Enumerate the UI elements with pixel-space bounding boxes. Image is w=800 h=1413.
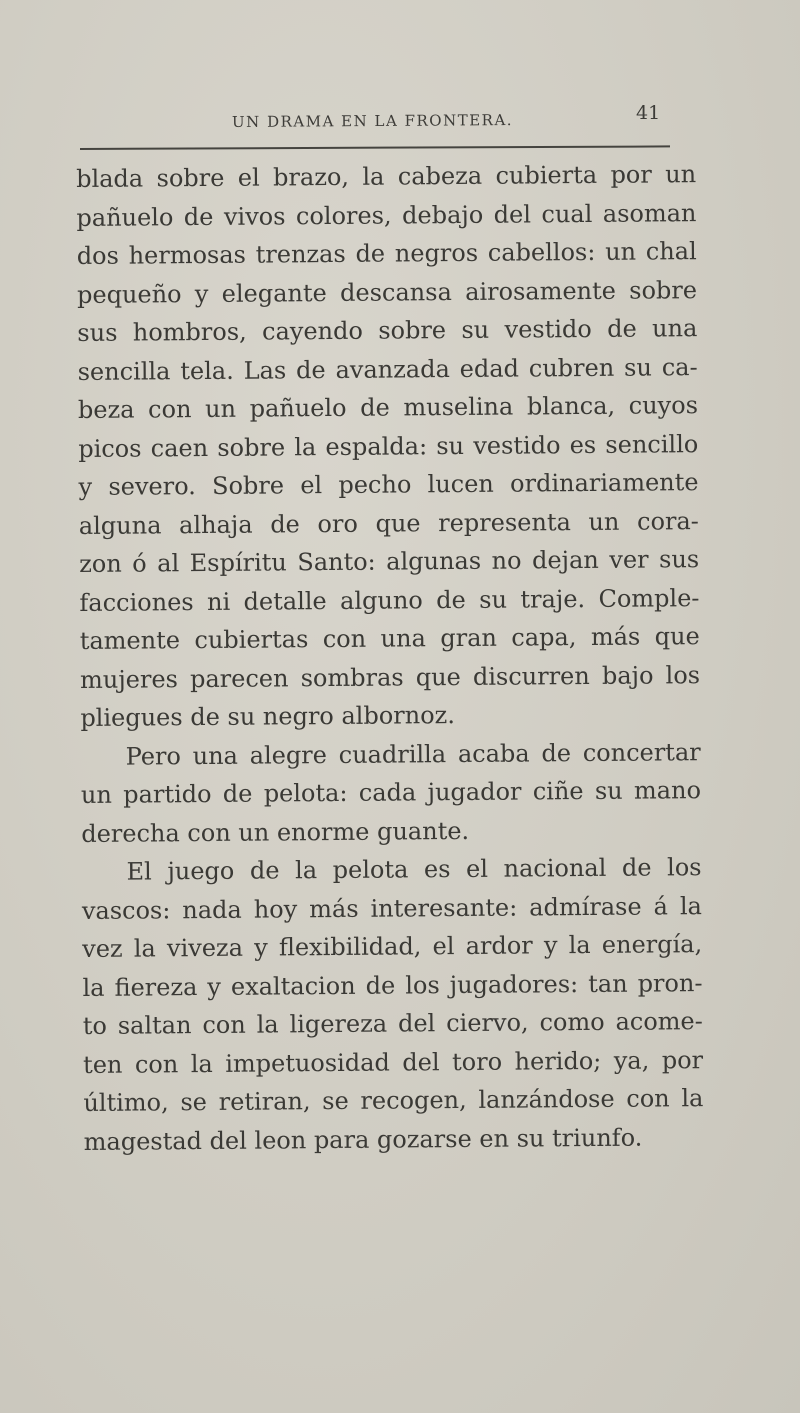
- text-line: vez la viveza y flexibilidad, el ardor y la energía,: [82, 930, 703, 963]
- text-line: beza con un pañuelo de muselina blanca, cuyos: [77, 391, 699, 424]
- text-line: magestad del leon para gozarse en su triunfo.: [83, 1123, 643, 1156]
- text-line: sus hombros, cayendo sobre su vestido de una: [77, 314, 698, 347]
- text-line: pañuelo de vivos colores, debajo del cual asoman: [76, 198, 697, 232]
- paragraph: [81, 848, 703, 1161]
- text-line: Pero una alegre cuadrilla acaba de concertar: [125, 737, 701, 771]
- text-line: alguna alhaja de oro que representa un cora-: [78, 506, 699, 540]
- text-line: tamente cubiertas con una gran capa, más que: [79, 622, 700, 655]
- text-line: picos caen sobre la espalda: su vestido es sencillo: [78, 429, 699, 463]
- text-line: sencilla tela. Las de avanzada edad cubren su ca-: [77, 352, 698, 386]
- running-head: [80, 100, 670, 140]
- page-number: 41: [636, 102, 661, 124]
- text-line: último, se retiran, se recogen, lanzándose con la: [83, 1084, 704, 1117]
- paragraph: [81, 733, 702, 853]
- header-rule: [80, 145, 670, 150]
- text-line: la fiereza y exaltacion de los jugadores: tan pron-: [82, 968, 703, 1002]
- text-line: pequeño y elegante descansa airosamente sobre: [76, 275, 698, 309]
- text-line: un partido de pelota: cada jugador ciñe su mano: [80, 776, 702, 809]
- text-line: y severo. Sobre el pecho lucen ordinariamente: [78, 468, 699, 501]
- text-line: El juego de la pelota es el nacional de los: [126, 853, 702, 886]
- text-line: derecha con un enorme guante.: [81, 816, 470, 848]
- text-line: vascos: nada hoy más interesante: admírase á la: [81, 891, 702, 925]
- running-title: UN DRAMA EN LA FRONTERA.: [231, 111, 514, 131]
- paragraph: [76, 155, 701, 737]
- text-line: dos hermosas trenzas de negros cabellos: un chal: [76, 237, 697, 270]
- text-line: ten con la impetuosidad del toro herido; ya, por: [82, 1045, 704, 1079]
- text-line: zon ó al Espíritu Santo: algunas no dejan ver sus: [79, 545, 700, 578]
- body-text: [76, 155, 704, 1161]
- text-line: facciones ni detalle alguno de su traje. Comple-: [79, 583, 700, 617]
- text-line: blada sobre el brazo, la cabeza cubierta por un: [76, 160, 697, 193]
- text-line: pliegues de su negro albornoz.: [80, 701, 455, 732]
- text-line: to saltan con la ligereza del ciervo, como acome-: [82, 1007, 703, 1040]
- text-line: mujeres parecen sombras que discurren bajo los: [79, 660, 701, 694]
